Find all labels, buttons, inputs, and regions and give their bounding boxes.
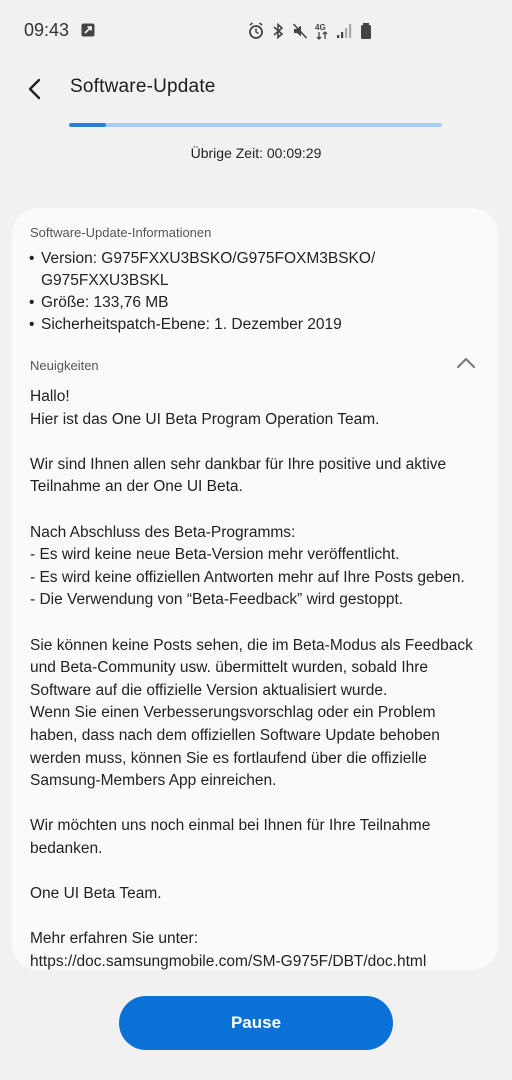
info-item-version-cont: G975FXXU3BSKL: [41, 272, 169, 289]
release-note-line: Hier ist das One UI Beta Program Operation Team.: [30, 410, 380, 428]
paragraph-gap: [30, 612, 485, 635]
status-icons: [248, 20, 374, 42]
back-arrow-icon: [27, 78, 43, 100]
paragraph-gap: [30, 860, 485, 883]
notification-app-icon: [81, 23, 95, 37]
alarm-icon: [248, 22, 264, 40]
mute-icon: [292, 22, 308, 40]
remaining-time: Übrige Zeit: 00:09:29: [190, 145, 322, 161]
release-note-line: Wenn Sie einen Verbesserungsvorschlag oder ein Problem: [30, 704, 436, 722]
release-note-line: https://doc.samsungmobile.com/SM-G975F/DBT/doc.html: [30, 952, 427, 970]
update-details-card[interactable]: [12, 208, 498, 970]
info-item-size: • Größe: 133,76 MB: [29, 294, 169, 311]
info-section-title: Software-Update-Informationen: [30, 225, 212, 240]
release-note-line: Sie können keine Posts sehen, die im Beta-Modus als Feedback: [30, 636, 473, 654]
release-note-line: - Es wird keine neue Beta-Version mehr veröffentlicht.: [30, 546, 400, 564]
paragraph-gap: [30, 499, 485, 522]
paragraph-gap: [30, 906, 485, 929]
progress-fill: [69, 123, 106, 127]
release-note-line: und Beta-Community usw. übermittelt wurden, sobald Ihre: [30, 659, 429, 677]
page-title: Software-Update: [70, 76, 216, 97]
release-note-line: Mehr erfahren Sie unter:: [30, 930, 199, 948]
info-list: [29, 248, 484, 336]
chevron-up-icon[interactable]: [456, 356, 476, 370]
release-note-line: Hallo!: [30, 388, 70, 405]
bluetooth-icon: [270, 22, 286, 40]
release-note-line: Nach Abschluss des Beta-Programms:: [30, 523, 296, 541]
news-section-title: Neuigkeiten: [30, 358, 99, 373]
paragraph-gap: [30, 431, 485, 454]
release-note-line: Wir möchten uns noch einmal bei Ihnen für Ihre Teilnahme: [30, 817, 431, 835]
app-bar: [0, 62, 512, 116]
4g-data-icon: [314, 22, 330, 40]
download-progress-bar: [69, 123, 442, 127]
release-note-line: One UI Beta Team.: [30, 885, 162, 903]
release-note-line: Software auf die offizielle Version aktualisiert wurde.: [30, 681, 388, 699]
release-note-line: - Es wird keine offiziellen Antworten mehr auf Ihre Posts geben.: [30, 568, 465, 586]
info-section-header: [30, 225, 211, 240]
release-note-line: Teilnahme an der One UI Beta.: [30, 478, 243, 496]
release-note-line: Samsung-Members App einreichen.: [30, 772, 277, 790]
release-note-line: Wir sind Ihnen allen sehr dankbar für Ihre positive und aktive: [30, 455, 447, 473]
battery-icon: [358, 22, 374, 40]
status-bar: [0, 0, 512, 62]
status-time: 09:43: [24, 20, 70, 40]
release-note-line: bedanken.: [30, 839, 103, 857]
release-note-line: werden muss, können Sie es fortlaufend über die offizielle: [30, 749, 427, 767]
release-notes: [30, 386, 485, 970]
back-button[interactable]: [18, 72, 52, 106]
release-note-line: - Die Verwendung von “Beta-Feedback” wird gestoppt.: [30, 591, 404, 609]
info-item-version: • Version: G975FXXU3BSKO/G975FOXM3BSKO/: [29, 250, 376, 267]
info-item-security-patch: • Sicherheitspatch-Ebene: 1. Dezember 2019: [29, 316, 342, 333]
signal-icon: [336, 22, 352, 40]
release-note-line: haben, dass nach dem offiziellen Software Update behoben: [30, 726, 440, 744]
news-section-header: [30, 358, 99, 373]
network-label: 4G: [315, 23, 326, 32]
pause-button[interactable]: Pause: [119, 996, 393, 1050]
paragraph-gap: [30, 793, 485, 816]
